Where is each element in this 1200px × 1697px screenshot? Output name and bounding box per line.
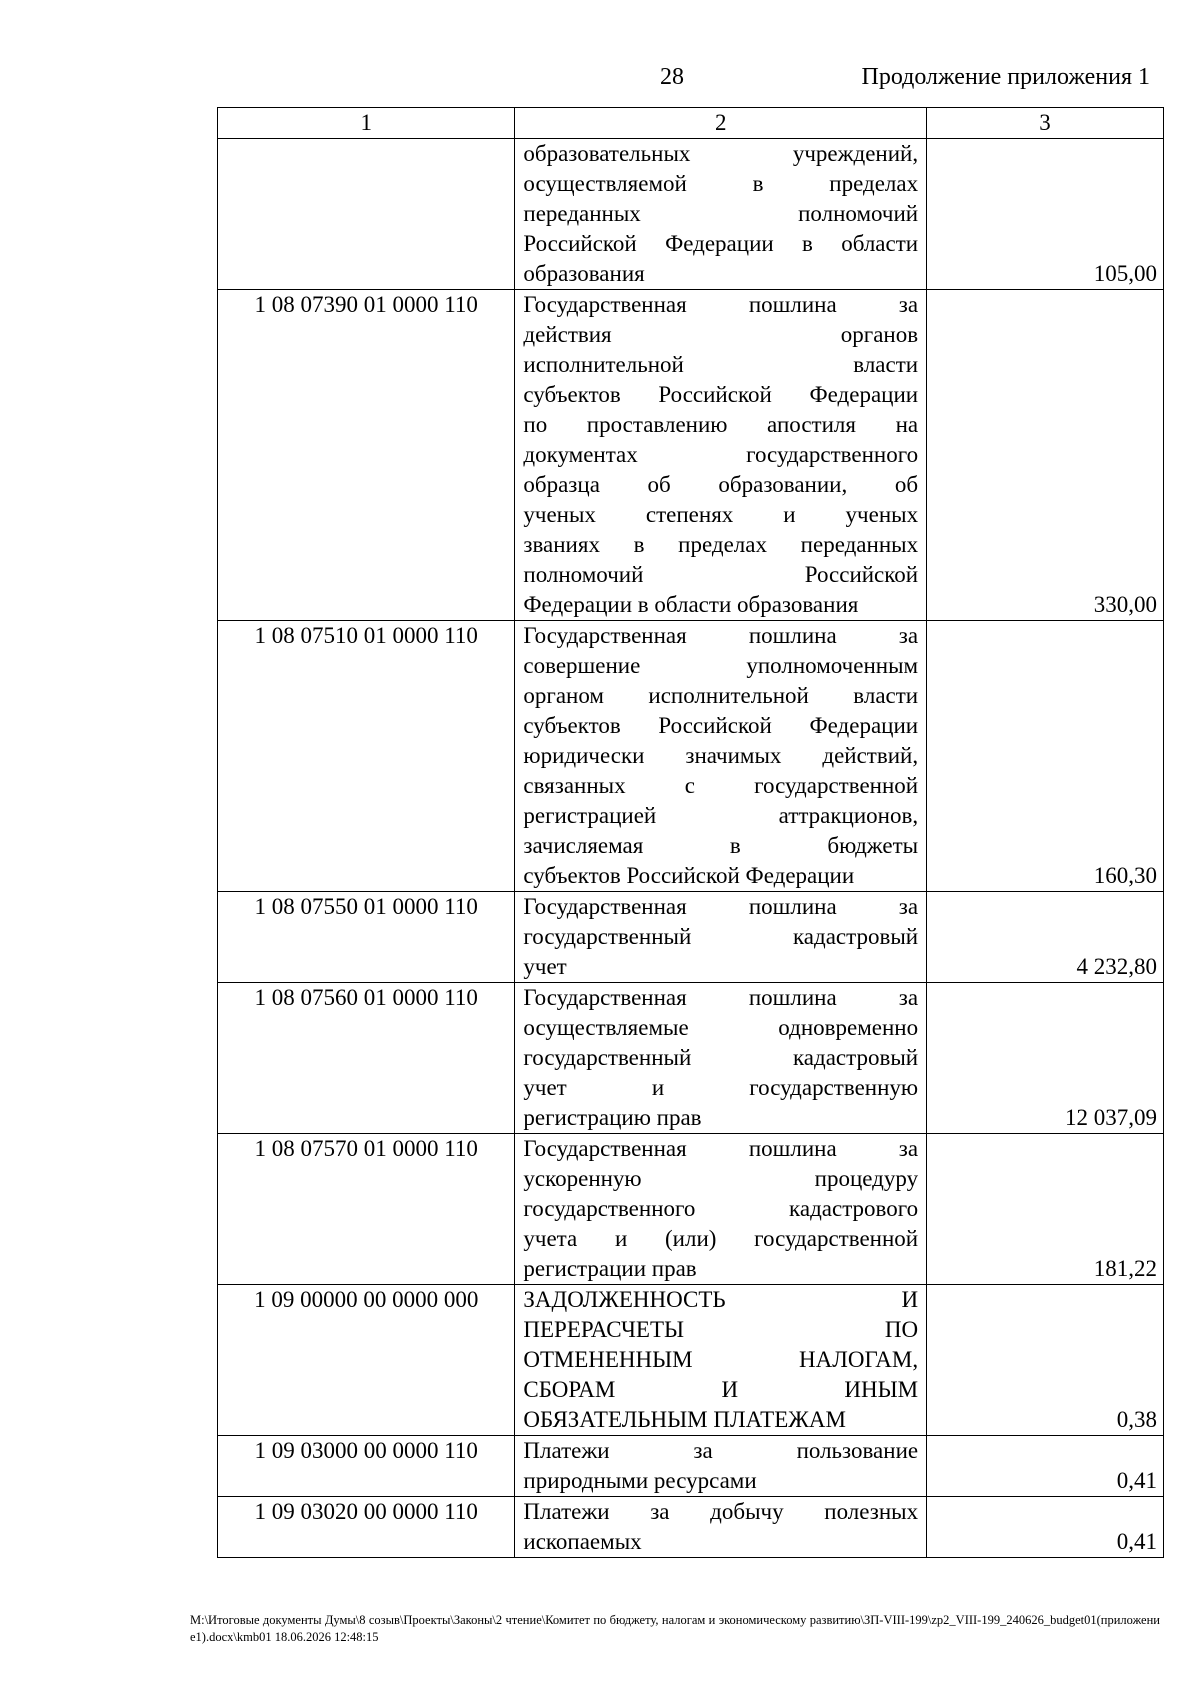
description-line: ПЕРЕРАСЧЕТЫ ПО	[523, 1317, 919, 1342]
amount-cell: 0,41	[927, 1436, 1164, 1497]
description-line: ОБЯЗАТЕЛЬНЫМ ПЛАТЕЖАМ	[523, 1407, 846, 1432]
description-line: образования	[523, 261, 645, 286]
description-line: государственного кадастрового	[523, 1196, 919, 1221]
description-line: государственный кадастровый	[523, 924, 919, 949]
description-line: действия органов	[523, 322, 919, 347]
description-line: Государственная пошлина за	[523, 292, 919, 317]
budget-code-cell: 1 08 07560 01 0000 110	[218, 983, 515, 1134]
description-cell	[515, 1285, 927, 1436]
description-line: субъектов Российской Федерации	[523, 863, 855, 888]
description-cell	[515, 1497, 927, 1558]
description-line: регистрацией аттракционов,	[523, 803, 919, 828]
revenue-table	[217, 107, 1164, 1558]
description-line: осуществляемые одновременно	[523, 1015, 919, 1040]
table-header-row	[218, 108, 1164, 139]
column-header: 3	[927, 108, 1164, 139]
column-header: 2	[515, 108, 927, 139]
description-line: органом исполнительной власти	[523, 683, 919, 708]
description-line: ученых степенях и ученых	[523, 502, 919, 527]
description-line: учет и государственную	[523, 1075, 919, 1100]
description-line: зачисляемая в бюджеты	[523, 833, 919, 858]
description-line: природными ресурсами	[523, 1468, 757, 1493]
description-line: по проставлению апостиля на	[523, 412, 919, 437]
description-line: исполнительной власти	[523, 352, 919, 377]
description-cell	[515, 983, 927, 1134]
description-line: регистрацию прав	[523, 1105, 702, 1130]
amount-cell: 105,00	[927, 139, 1164, 290]
table-row	[218, 1497, 1164, 1558]
table-row	[218, 621, 1164, 892]
budget-code-cell: 1 09 00000 00 0000 000	[218, 1285, 515, 1436]
table-row	[218, 1436, 1164, 1497]
amount-cell: 0,38	[927, 1285, 1164, 1436]
description-line: образца об образовании, об	[523, 472, 919, 497]
description-line: Государственная пошлина за	[523, 894, 919, 919]
budget-code-cell: 1 09 03000 00 0000 110	[218, 1436, 515, 1497]
description-line: документах государственного	[523, 442, 919, 467]
budget-code-cell: 1 08 07510 01 0000 110	[218, 621, 515, 892]
description-line: полномочий Российской	[523, 562, 919, 587]
description-line: ископаемых	[523, 1529, 642, 1554]
budget-code-cell: 1 08 07570 01 0000 110	[218, 1134, 515, 1285]
description-line: званиях в пределах переданных	[523, 532, 919, 557]
description-cell	[515, 290, 927, 621]
file-path-footer: M:\Итоговые документы Думы\8 созыв\Проекты\Законы\2 чтение\Комитет по бюджету, налогам и экономическому развитию\ЗП-VIII-199\zp2_VIII-199_240626_budget01(приложение1).docx\kmb01 18.06.2026 12:48:15	[190, 1613, 1160, 1644]
continuation-label: Продолжение приложения 1	[861, 64, 1150, 90]
description-line: образовательных учреждений,	[523, 141, 919, 166]
column-header: 1	[218, 108, 515, 139]
description-line: связанных с государственной	[523, 773, 919, 798]
budget-code-cell: 1 08 07390 01 0000 110	[218, 290, 515, 621]
description-line: ускоренную процедуру	[523, 1166, 919, 1191]
table-row	[218, 983, 1164, 1134]
description-line: субъектов Российской Федерации	[523, 713, 919, 738]
page-number: 28	[660, 64, 684, 90]
description-line: ОТМЕНЕННЫМ НАЛОГАМ,	[523, 1347, 919, 1372]
description-line: учета и (или) государственной	[523, 1226, 919, 1251]
description-line: учет	[523, 954, 567, 979]
description-cell	[515, 621, 927, 892]
description-line: юридически значимых действий,	[523, 743, 919, 768]
amount-cell: 4 232,80	[927, 892, 1164, 983]
description-line: Платежи за добычу полезных	[523, 1499, 919, 1524]
table-row	[218, 139, 1164, 290]
description-cell	[515, 1134, 927, 1285]
description-line: Платежи за пользование	[523, 1438, 919, 1463]
amount-cell: 181,22	[927, 1134, 1164, 1285]
description-cell	[515, 892, 927, 983]
amount-cell: 12 037,09	[927, 983, 1164, 1134]
description-line: переданных полномочий	[523, 201, 919, 226]
description-line: государственный кадастровый	[523, 1045, 919, 1070]
table-row	[218, 892, 1164, 983]
amount-cell: 0,41	[927, 1497, 1164, 1558]
table-row	[218, 1285, 1164, 1436]
budget-code-cell	[218, 139, 515, 290]
description-line: субъектов Российской Федерации	[523, 382, 919, 407]
description-line: Государственная пошлина за	[523, 1136, 919, 1161]
description-cell	[515, 139, 927, 290]
table-row	[218, 1134, 1164, 1285]
description-line: ЗАДОЛЖЕННОСТЬ И	[523, 1287, 919, 1312]
description-line: Государственная пошлина за	[523, 985, 919, 1010]
description-line: Российской Федерации в области	[523, 231, 919, 256]
description-line: регистрации прав	[523, 1256, 697, 1281]
description-line: Федерации в области образования	[523, 592, 859, 617]
description-cell	[515, 1436, 927, 1497]
description-line: совершение уполномоченным	[523, 653, 919, 678]
description-line: СБОРАМ И ИНЫМ	[523, 1377, 919, 1402]
budget-code-cell: 1 08 07550 01 0000 110	[218, 892, 515, 983]
budget-code-cell: 1 09 03020 00 0000 110	[218, 1497, 515, 1558]
description-line: осуществляемой в пределах	[523, 171, 919, 196]
table-row	[218, 290, 1164, 621]
amount-cell: 160,30	[927, 621, 1164, 892]
description-line: Государственная пошлина за	[523, 623, 919, 648]
amount-cell: 330,00	[927, 290, 1164, 621]
